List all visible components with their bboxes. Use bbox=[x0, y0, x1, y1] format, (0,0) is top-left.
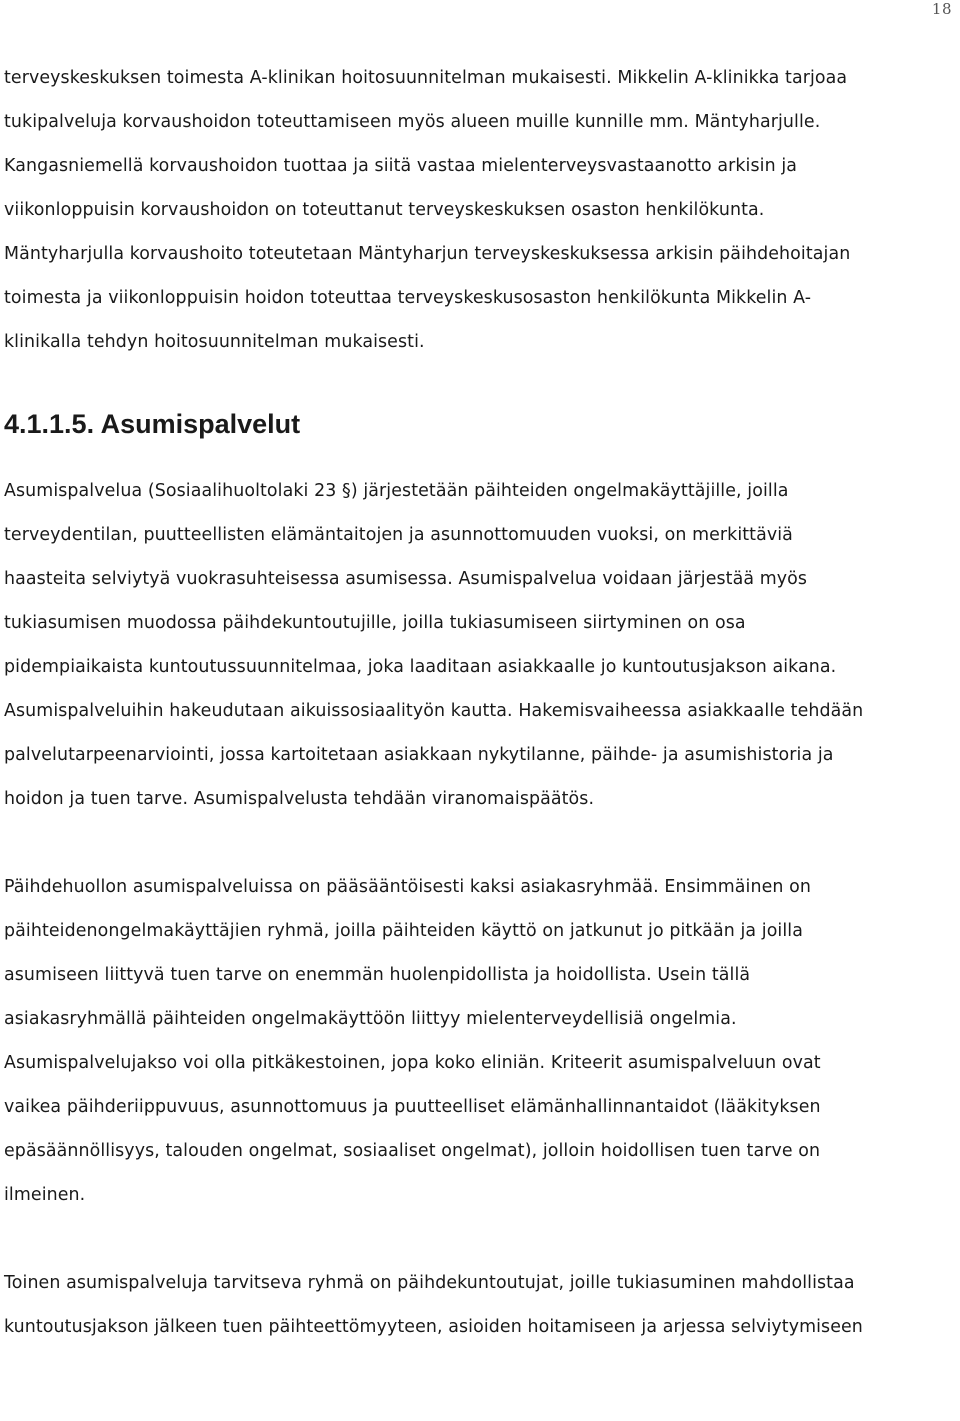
text-line: terveyskeskuksen toimesta A-klinikan hoitosuunnitelman mukaisesti. Mikkelin A-klinikka tarjoaa bbox=[4, 68, 848, 88]
text-line: kuntoutusjakson jälkeen tuen päihteettömyyteen, asioiden hoitamiseen ja arjessa selviytymiseen bbox=[4, 1317, 863, 1337]
page-number: 18 bbox=[931, 0, 952, 18]
text-line: terveydentilan, puutteellisten elämäntaitojen ja asunnottomuuden vuoksi, on merkittäviä bbox=[4, 525, 793, 545]
text-line: Toinen asumispalveluja tarvitseva ryhmä on päihdekuntoutujat, joille tukiasuminen mahdollistaa bbox=[4, 1273, 855, 1293]
text-line: Asumispalvelujakso voi olla pitkäkestoinen, jopa koko eliniän. Kriteerit asumispalveluun ovat bbox=[4, 1053, 821, 1073]
text-line: pidempiaikaista kuntoutussuunnitelmaa, joka laaditaan asiakkaalle jo kuntoutusjakson aikana. bbox=[4, 657, 837, 677]
paragraph-korvaushoito bbox=[4, 56, 954, 364]
text-line: hoidon ja tuen tarve. Asumispalvelusta tehdään viranomaispäätös. bbox=[4, 789, 595, 809]
text-line: vaikea päihderiippuvuus, asunnottomuus ja puutteelliset elämänhallinnantaidot (lääkityksen bbox=[4, 1097, 821, 1117]
paragraph-asumispalvelu bbox=[4, 469, 954, 821]
paragraph-asiakasryhmat bbox=[4, 865, 954, 1217]
text-line: Mäntyharjulla korvaushoito toteutetaan Mäntyharjun terveyskeskuksessa arkisin päihdehoitajan bbox=[4, 244, 851, 264]
document-body bbox=[4, 56, 954, 1349]
text-line: viikonloppuisin korvaushoidon on toteuttanut terveyskeskuksen osaston henkilökunta. bbox=[4, 200, 765, 220]
text-line: Asumispalvelua (Sosiaalihuoltolaki 23 §) järjestetään päihteiden ongelmakäyttäjille, joilla bbox=[4, 481, 789, 501]
text-line: ilmeinen. bbox=[4, 1185, 86, 1205]
text-line: Päihdehuollon asumispalveluissa on pääsääntöisesti kaksi asiakasryhmää. Ensimmäinen on bbox=[4, 877, 811, 897]
text-line: asumiseen liittyvä tuen tarve on enemmän huolenpidollista ja hoidollista. Usein tällä bbox=[4, 965, 751, 985]
text-line: asiakasryhmällä päihteiden ongelmakäyttöön liittyy mielenterveydellisiä ongelmia. bbox=[4, 1009, 737, 1029]
text-line: haasteita selviytyä vuokrasuhteisessa asumisessa. Asumispalvelua voidaan järjestää myös bbox=[4, 569, 808, 589]
paragraph-toinen-ryhma bbox=[4, 1261, 954, 1349]
text-line: klinikalla tehdyn hoitosuunnitelman mukaisesti. bbox=[4, 332, 425, 352]
text-line: epäsäännöllisyys, talouden ongelmat, sosiaaliset ongelmat), jolloin hoidollisen tuen tarve on bbox=[4, 1141, 821, 1161]
section-heading: 4.1.1.5. Asumispalvelut bbox=[4, 409, 301, 439]
paragraph-gap bbox=[4, 1217, 954, 1261]
text-line: tukiasumisen muodossa päihdekuntoutujille, joilla tukiasumiseen siirtyminen on osa bbox=[4, 613, 746, 633]
text-line: toimesta ja viikonloppuisin hoidon toteuttaa terveyskeskusosaston henkilökunta Mikkelin A- bbox=[4, 288, 812, 308]
text-line: Kangasniemellä korvaushoidon tuottaa ja siitä vastaa mielenterveysvastaanotto arkisin ja bbox=[4, 156, 798, 176]
text-line: tukipalveluja korvaushoidon toteuttamiseen myös alueen muille kunnille mm. Mäntyharjulle. bbox=[4, 112, 821, 132]
text-line: Asumispalveluihin hakeudutaan aikuissosiaalityön kautta. Hakemisvaiheessa asiakkaalle tehdään bbox=[4, 701, 864, 721]
paragraph-gap bbox=[4, 821, 954, 865]
text-line: päihteidenongelmakäyttäjien ryhmä, joilla päihteiden käyttö on jatkunut jo pitkään ja joilla bbox=[4, 921, 803, 941]
text-line: palvelutarpeenarviointi, jossa kartoitetaan asiakkaan nykytilanne, päihde- ja asumishistoria ja bbox=[4, 745, 834, 765]
